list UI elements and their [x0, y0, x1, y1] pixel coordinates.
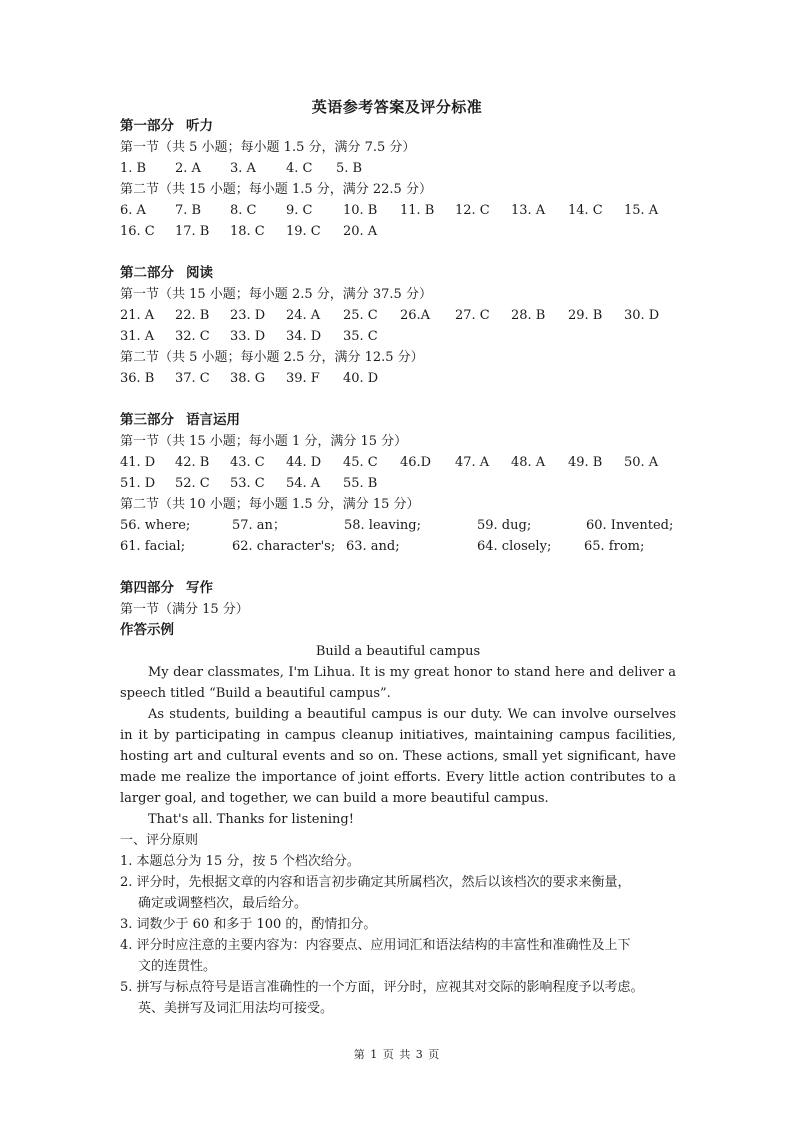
- answer-item: 38. G: [230, 371, 266, 386]
- part3-label: 第三部分: [120, 412, 174, 428]
- answer-item: 59. dug;: [477, 518, 532, 533]
- answer-item: 20. A: [343, 224, 378, 239]
- part4-sec1-note: 第一节（满分 15 分）: [120, 602, 249, 617]
- answer-item: 61. facial;: [120, 539, 186, 554]
- answer-item: 58. leaving;: [344, 518, 421, 533]
- answer-item: 11. B: [400, 203, 435, 218]
- answer-item: 32. C: [175, 329, 210, 344]
- answer-item: 48. A: [511, 455, 546, 470]
- answer-item: 51. D: [120, 476, 156, 491]
- answer-item: 55. B: [343, 476, 378, 491]
- scoring-rule: 2. 评分时，先根据文章的内容和语言初步确定其所属档次，然后以该档次的要求来衡量，: [120, 875, 631, 890]
- part1-sec1-note: 第一节（共 5 小题；每小题 1.5 分，满分 7.5 分）: [120, 140, 416, 155]
- scoring-rule-continued: 文的连贯性。: [138, 959, 217, 974]
- answer-item: 18. C: [230, 224, 265, 239]
- answer-item: 41. D: [120, 455, 156, 470]
- answer-item: 40. D: [343, 371, 379, 386]
- answer-item: 46.D: [400, 455, 432, 470]
- part2-name: 阅读: [186, 265, 213, 281]
- part3-heading: [120, 410, 676, 431]
- page-footer: 第 1 页 共 3 页: [353, 1048, 441, 1061]
- part1-sec2-note: 第二节（共 15 小题；每小题 1.5 分，满分 22.5 分）: [120, 182, 432, 197]
- answer-row: [120, 200, 676, 221]
- answer-item: 10. B: [343, 203, 378, 218]
- answer-item: 43. C: [230, 455, 265, 470]
- answer-row: [120, 305, 676, 326]
- essay-title: Build a beautiful campus: [315, 644, 481, 659]
- answer-item: 65. from;: [584, 539, 645, 554]
- essay-paragraph: That's all. Thanks for listening!: [148, 812, 354, 827]
- part2-heading: [120, 263, 676, 284]
- answer-item: 4. C: [286, 161, 313, 176]
- answer-item: 35. C: [343, 329, 378, 344]
- answer-item: 24. A: [286, 308, 321, 323]
- scoring-rule: 3. 词数少于 60 和多于 100 的，酌情扣分。: [120, 917, 377, 932]
- sample-label: 作答示例: [120, 622, 174, 638]
- answer-item: 17. B: [175, 224, 210, 239]
- part3-sec2-note: 第二节（共 10 小题；每小题 1.5 分，满分 15 分）: [120, 497, 420, 512]
- answer-item: 1. B: [120, 161, 147, 176]
- answer-item: 5. B: [336, 161, 363, 176]
- part4-label: 第四部分: [120, 580, 174, 596]
- part2-sec1-note: 第一节（共 15 小题；每小题 2.5 分，满分 37.5 分）: [120, 287, 432, 302]
- answer-item: 26.A: [400, 308, 431, 323]
- answer-item: 39. F: [286, 371, 320, 386]
- answer-item: 23. D: [230, 308, 266, 323]
- answer-row: [120, 452, 676, 473]
- part4-heading: [120, 578, 676, 599]
- answer-item: 2. A: [175, 161, 201, 176]
- answer-item: 15. A: [624, 203, 659, 218]
- answer-item: 47. A: [455, 455, 490, 470]
- answer-item: 29. B: [568, 308, 603, 323]
- answer-row: [120, 515, 676, 536]
- answer-row: [120, 536, 676, 557]
- essay-paragraph: As students, building a beautiful campus is our duty. We can involve ourselves in it by participating in campus cleanup initiatives, maintaining campus facilities, hosting art and cultural events and so on. These actions, small yet significant, have made me realize the importance of joint efforts. Every little action contributes to a larger goal, and together, we can build a more beautiful campus.: [120, 707, 676, 806]
- answer-item: 31. A: [120, 329, 155, 344]
- answer-item: 8. C: [230, 203, 257, 218]
- answer-row: [120, 326, 676, 347]
- answer-row: [120, 368, 676, 389]
- part4-name: 写作: [186, 580, 213, 596]
- essay-paragraph: My dear classmates, I'm Lihua. It is my great honor to stand here and deliver a speech titled “Build a beautiful campus”.: [120, 665, 676, 701]
- answer-item: 56. where;: [120, 518, 191, 533]
- answer-item: 3. A: [230, 161, 256, 176]
- answer-item: 7. B: [175, 203, 202, 218]
- answer-item: 27. C: [455, 308, 490, 323]
- answer-item: 52. C: [175, 476, 210, 491]
- answer-item: 53. C: [230, 476, 265, 491]
- answer-item: 6. A: [120, 203, 146, 218]
- answer-item: 34. D: [286, 329, 322, 344]
- answer-item: 36. B: [120, 371, 155, 386]
- answer-item: 16. C: [120, 224, 155, 239]
- answer-item: 42. B: [175, 455, 210, 470]
- answer-item: 57. an；: [232, 518, 286, 533]
- answer-row: [120, 158, 676, 179]
- answer-item: 28. B: [511, 308, 546, 323]
- answer-item: 13. A: [511, 203, 546, 218]
- answer-item: 49. B: [568, 455, 603, 470]
- answer-item: 44. D: [286, 455, 322, 470]
- page-content: [120, 116, 676, 1019]
- scoring-rule-continued: 确定或调整档次，最后给分。: [138, 896, 308, 911]
- answer-item: 12. C: [455, 203, 490, 218]
- answer-item: 14. C: [568, 203, 603, 218]
- answer-item: 62. character's;: [232, 539, 336, 554]
- scoring-rule-continued: 英、美拼写及词汇用法均可接受。: [138, 1001, 334, 1016]
- part2-label: 第二部分: [120, 265, 174, 281]
- answer-item: 22. B: [175, 308, 210, 323]
- answer-item: 37. C: [175, 371, 210, 386]
- part3-name: 语言运用: [186, 412, 240, 428]
- page-title: 英语参考答案及评分标准: [311, 98, 483, 116]
- answer-item: 54. A: [286, 476, 321, 491]
- answer-item: 21. A: [120, 308, 155, 323]
- answer-item: 64. closely;: [477, 539, 552, 554]
- answer-row: [120, 473, 676, 494]
- scoring-rule: 1. 本题总分为 15 分，按 5 个档次给分。: [120, 854, 360, 869]
- principles-heading: 一、评分原则: [120, 833, 199, 848]
- answer-item: 30. D: [624, 308, 660, 323]
- answer-item: 63. and;: [346, 539, 400, 554]
- part3-sec1-note: 第一节（共 15 小题；每小题 1 分，满分 15 分）: [120, 434, 408, 449]
- answer-item: 33. D: [230, 329, 266, 344]
- scoring-rule: 5. 拼写与标点符号是语言准确性的一个方面，评分时，应视其对交际的影响程度予以考虑。: [120, 980, 644, 995]
- answer-item: 50. A: [624, 455, 659, 470]
- answer-row: [120, 221, 676, 242]
- answer-item: 25. C: [343, 308, 378, 323]
- part1-heading: [120, 116, 676, 137]
- part1-label: 第一部分: [120, 118, 174, 134]
- scoring-rule: 4. 评分时应注意的主要内容为：内容要点、应用词汇和语法结构的丰富性和准确性及上下: [120, 938, 631, 953]
- part2-sec2-note: 第二节（共 5 小题；每小题 2.5 分，满分 12.5 分）: [120, 350, 424, 365]
- answer-item: 60. Invented;: [586, 518, 674, 533]
- answer-item: 45. C: [343, 455, 378, 470]
- answer-item: 9. C: [286, 203, 313, 218]
- answer-item: 19. C: [286, 224, 321, 239]
- part1-name: 听力: [186, 118, 213, 134]
